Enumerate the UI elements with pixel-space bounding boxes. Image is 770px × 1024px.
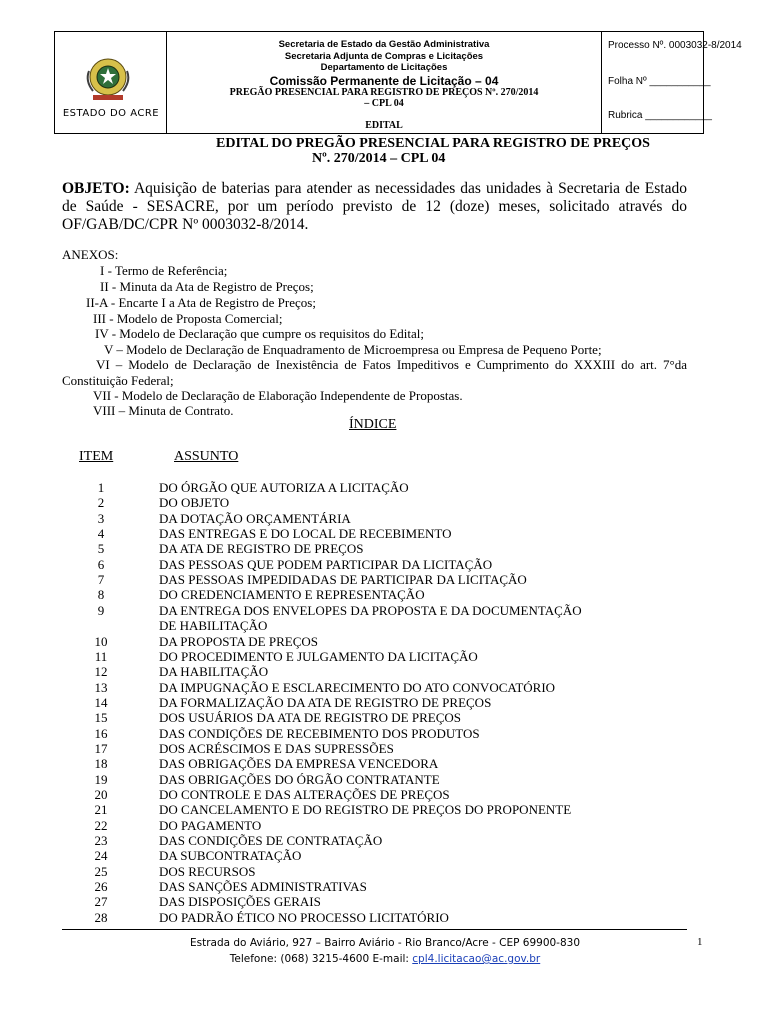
index-item-number: 4 <box>97 526 105 541</box>
index-item-subject: DA DOTAÇÃO ORÇAMENTÁRIA <box>159 511 351 526</box>
column-header-assunto: ASSUNTO <box>174 449 239 464</box>
index-item-number: 2 <box>97 495 105 510</box>
index-item-subject: DA PROPOSTA DE PREÇOS <box>159 634 318 649</box>
index-item-number: 26 <box>94 879 108 894</box>
index-item-subject: DAS DISPOSIÇÕES GERAIS <box>159 894 321 909</box>
index-item-number: 3 <box>97 511 105 526</box>
index-item-subject: DO PADRÃO ÉTICO NO PROCESSO LICITATÓRIO <box>159 910 449 925</box>
footer-phone: Telefone: (068) 3215-4600 E-mail: <box>229 953 413 965</box>
index-item-subject: DA FORMALIZAÇÃO DA ATA DE REGISTRO DE PREÇOS <box>159 695 492 710</box>
anexo-item: VIII – Minuta de Contrato. <box>93 403 234 418</box>
index-item-subject: DOS USUÁRIOS DA ATA DE REGISTRO DE PREÇOS <box>159 710 461 725</box>
anexo-item: III - Modelo de Proposta Comercial; <box>93 311 283 326</box>
objeto-label: OBJETO: <box>62 180 130 197</box>
rubrica-field: Rubrica ____________ <box>608 110 712 121</box>
header-center-cell <box>167 32 602 133</box>
index-item-number: 12 <box>94 664 108 679</box>
index-item-number: 18 <box>94 756 108 771</box>
index-item-subject: DO PAGAMENTO <box>159 818 262 833</box>
index-item-number: 17 <box>94 741 108 756</box>
index-item-subject: DAS SANÇÕES ADMINISTRATIVAS <box>159 879 367 894</box>
anexo-item: VII - Modelo de Declaração de Elaboração Independente de Propostas. <box>93 388 463 403</box>
index-item-number: 21 <box>94 802 108 817</box>
index-item-subject: DA ATA DE REGISTRO DE PREÇOS <box>159 541 364 556</box>
document-header <box>54 31 742 134</box>
index-item-subject: DA ENTREGA DOS ENVELOPES DA PROPOSTA E DA DOCUMENTAÇÃO <box>159 603 582 618</box>
index-item-subject: DAS OBRIGAÇÕES DO ÓRGÃO CONTRATANTE <box>159 772 440 787</box>
index-item-subject: DAS OBRIGAÇÕES DA EMPRESA VENCEDORA <box>159 756 439 771</box>
index-item-number: 14 <box>94 695 108 710</box>
document-title: EDITAL DO PREGÃO PRESENCIAL PARA REGISTRO DE PREÇOS <box>216 136 650 151</box>
index-item-number: 15 <box>94 710 108 725</box>
index-item-number: 16 <box>94 726 108 741</box>
index-item-subject: DO ÓRGÃO QUE AUTORIZA A LICITAÇÃO <box>159 480 409 495</box>
index-item-number: 27 <box>94 894 108 909</box>
secretaria-line: Secretaria de Estado da Gestão Administrativa <box>278 39 490 50</box>
footer-address: Estrada do Aviário, 927 – Bairro Aviário - Rio Branco/Acre - CEP 69900-830 <box>189 937 581 949</box>
state-label: ESTADO DO ACRE <box>62 108 160 119</box>
state-crest-icon <box>83 55 133 103</box>
index-item-number: 23 <box>94 833 108 848</box>
document-subtitle: Nº. 270/2014 – CPL 04 <box>312 151 446 166</box>
index-item-subject: DAS PESSOAS IMPEDIDADAS DE PARTICIPAR DA LICITAÇÃO <box>159 572 527 587</box>
index-item-number: 11 <box>94 649 108 664</box>
index-item-subject: DAS PESSOAS QUE PODEM PARTICIPAR DA LICITAÇÃO <box>159 557 493 572</box>
index-item-number: 5 <box>97 541 105 556</box>
departamento-line: Departamento de Licitações <box>320 62 448 73</box>
index-item-number: 9 <box>97 603 105 618</box>
index-item-number: 28 <box>94 910 108 925</box>
index-item-subject: DAS ENTREGAS E DO LOCAL DE RECEBIMENTO <box>159 526 452 541</box>
index-item-number: 1 <box>97 480 105 495</box>
index-item-subject: DOS RECURSOS <box>159 864 256 879</box>
pregao-line: PREGÃO PRESENCIAL PARA REGISTRO DE PREÇOS Nº. 270/2014 <box>229 87 539 98</box>
footer-divider <box>62 929 687 930</box>
page-number: 1 <box>697 936 703 948</box>
index-item-subject: DO CREDENCIAMENTO E REPRESENTAÇÃO <box>159 587 425 602</box>
index-item-number: 10 <box>94 634 108 649</box>
header-right-cell <box>602 32 742 133</box>
index-item-number: 24 <box>94 848 108 863</box>
index-item-subject: DA HABILITAÇÃO <box>159 664 269 679</box>
folha-field: Folha Nº ___________ <box>608 76 711 87</box>
anexo-item: I - Termo de Referência; <box>100 263 228 278</box>
index-item-number: 8 <box>97 587 105 602</box>
objeto-text: Aquisição de baterias para atender as necessidades das unidades à Secretaria de Estado de Saúde - SESACRE, por um período previsto de 12 (doze) meses, solicitado através do OF/GAB/DC/CPR Nº 0003032-8/2014. <box>62 180 687 233</box>
indice-title: ÍNDICE <box>349 417 397 432</box>
header-logo-cell <box>55 32 167 133</box>
anexo-item: VI – Modelo de Declaração de Inexistência de Fatos Impeditivos e Cumprimento do XXXIII do art. 7°da Constituição Federal; <box>62 357 687 388</box>
index-item-subject: DA SUBCONTRATAÇÃO <box>159 848 302 863</box>
processo-number: Processo Nº. 0003032-8/2014 <box>608 40 742 51</box>
column-header-item: ITEM <box>79 449 114 464</box>
index-item-subject: DO CANCELAMENTO E DO REGISTRO DE PREÇOS DO PROPONENTE <box>159 802 572 817</box>
anexo-item: IV - Modelo de Declaração que cumpre os requisitos do Edital; <box>95 326 424 341</box>
index-item-subject: DAS CONDIÇÕES DE CONTRATAÇÃO <box>159 833 383 848</box>
edital-label: EDITAL <box>365 120 403 131</box>
index-item-number: 22 <box>94 818 108 833</box>
pregao-line-continued: – CPL 04 <box>364 98 404 109</box>
footer-email-link[interactable]: cpl4.licitacao@ac.gov.br <box>412 953 541 965</box>
index-item-number: 13 <box>94 680 108 695</box>
index-item-subject: DE HABILITAÇÃO <box>159 618 268 633</box>
index-item-subject: DO CONTROLE E DAS ALTERAÇÕES DE PREÇOS <box>159 787 450 802</box>
index-item-number: 6 <box>97 557 105 572</box>
secretaria-adjunta-line: Secretaria Adjunta de Compras e Licitações <box>284 51 484 62</box>
index-item-subject: DA IMPUGNAÇÃO E ESCLARECIMENTO DO ATO CONVOCATÓRIO <box>159 680 556 695</box>
index-item-subject: DO PROCEDIMENTO E JULGAMENTO DA LICITAÇÃO <box>159 649 478 664</box>
index-item-number: 19 <box>94 772 108 787</box>
footer-contact <box>0 953 770 965</box>
index-item-subject: DOS ACRÉSCIMOS E DAS SUPRESSÕES <box>159 741 394 756</box>
anexo-item: II - Minuta da Ata de Registro de Preços; <box>100 279 314 294</box>
anexo-item: II-A - Encarte I a Ata de Registro de Preços; <box>86 295 316 310</box>
anexos-title: ANEXOS: <box>62 247 119 262</box>
index-item-number: 20 <box>94 787 108 802</box>
comissao-line: Comissão Permanente de Licitação – 04 <box>269 74 499 88</box>
index-item-subject: DAS CONDIÇÕES DE RECEBIMENTO DOS PRODUTOS <box>159 726 480 741</box>
index-item-subject: DO OBJETO <box>159 495 230 510</box>
anexo-item: V – Modelo de Declaração de Enquadramento de Microempresa ou Empresa de Pequeno Porte; <box>104 342 602 357</box>
index-item-number: 25 <box>94 864 108 879</box>
objeto-paragraph <box>62 180 687 234</box>
index-item-number: 7 <box>97 572 105 587</box>
